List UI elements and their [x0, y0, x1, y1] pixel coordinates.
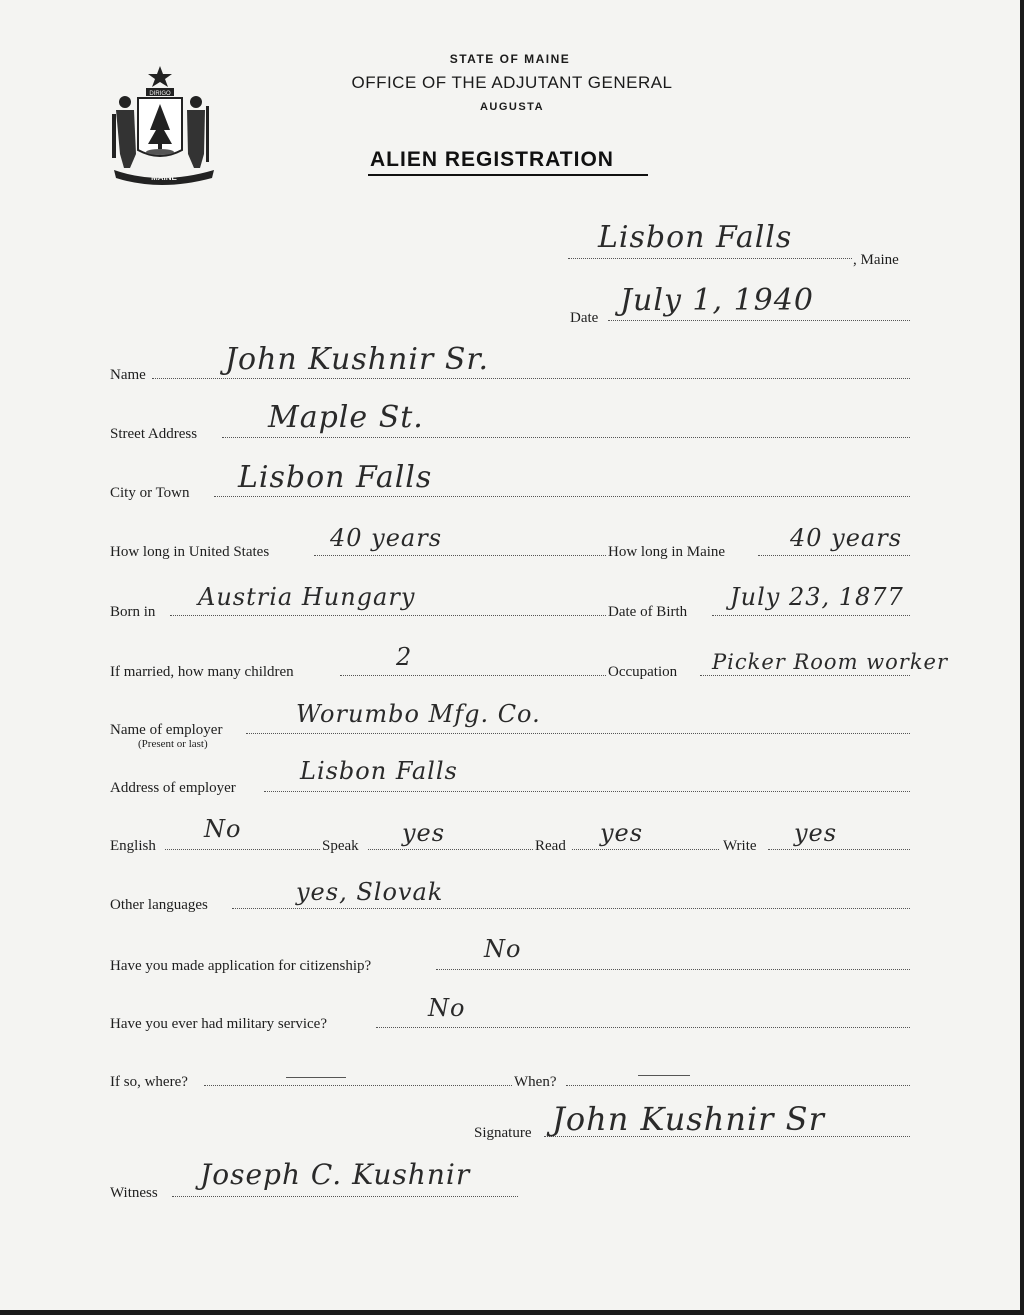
military-line [376, 1027, 910, 1028]
other-languages-value: yes, Slovak [296, 878, 444, 906]
how-long-maine-line [758, 555, 910, 556]
date-of-birth-label: Date of Birth [608, 604, 688, 620]
occupation-value: Picker Room worker [712, 650, 949, 674]
english-label: English [110, 838, 156, 854]
other-languages-label: Other languages [110, 897, 208, 913]
employer-address-line [264, 791, 910, 792]
citizenship-value: No [484, 935, 522, 963]
place-value: Lisbon Falls [598, 220, 793, 255]
date-label: Date [570, 310, 599, 326]
street-address-label: Street Address [110, 426, 198, 442]
page-title: ALIEN REGISTRATION [370, 148, 614, 171]
when-line [566, 1085, 910, 1086]
maine-label: , Maine [853, 252, 899, 268]
write-value: yes [794, 819, 838, 847]
employer-name-sublabel: (Present or last) [138, 738, 208, 750]
read-label: Read [535, 838, 566, 854]
name-line [152, 378, 910, 379]
military-value: No [428, 994, 466, 1022]
name-value: John Kushnir Sr. [225, 342, 489, 377]
state-heading: STATE OF MAINE [449, 52, 571, 66]
how-long-maine-label: How long in Maine [608, 544, 726, 560]
read-value: yes [600, 819, 644, 847]
office-heading: OFFICE OF THE ADJUTANT GENERAL [351, 73, 673, 92]
where-label: If so, where? [110, 1074, 188, 1090]
speak-label: Speak [322, 838, 359, 854]
how-long-us-line [314, 555, 606, 556]
employer-name-label: Name of employer [110, 722, 223, 738]
date-value: July 1, 1940 [620, 283, 814, 318]
title-underline [368, 174, 648, 176]
write-label: Write [723, 838, 757, 854]
how-long-maine-value: 40 years [790, 524, 903, 552]
born-in-label: Born in [110, 604, 156, 620]
where-dash [286, 1077, 346, 1078]
speak-value: yes [402, 819, 446, 847]
employer-name-value: Worumbo Mfg. Co. [296, 700, 541, 728]
scan-edge-right [1020, 0, 1024, 1315]
occupation-line [700, 675, 910, 676]
speak-line [368, 849, 533, 850]
read-line [572, 849, 719, 850]
witness-value: Joseph C. Kushnir [200, 1158, 471, 1191]
where-line [204, 1085, 512, 1086]
how-long-us-label: How long in United States [110, 544, 270, 560]
witness-label: Witness [110, 1185, 158, 1201]
how-long-us-value: 40 years [330, 524, 443, 552]
children-value: 2 [396, 643, 413, 671]
english-line [165, 849, 320, 850]
date-of-birth-value: July 23, 1877 [730, 583, 904, 611]
city-value: Lisbon Falls [238, 460, 433, 495]
street-address-line [222, 437, 910, 438]
occupation-label: Occupation [608, 664, 678, 680]
date-line [608, 320, 910, 321]
signature-value: John Kushnir Sr [552, 1100, 825, 1138]
children-label: If married, how many children [110, 664, 294, 680]
born-in-value: Austria Hungary [198, 583, 416, 611]
when-label: When? [514, 1074, 557, 1090]
witness-line [172, 1196, 518, 1197]
seal-motto: DIRIGO [149, 91, 171, 97]
seal-ribbon: MAINE [151, 173, 177, 182]
street-address-value: Maple St. [268, 400, 424, 435]
citizenship-label: Have you made application for citizenship? [110, 958, 372, 974]
born-in-line [170, 615, 606, 616]
place-line [568, 258, 852, 259]
children-line [340, 675, 606, 676]
scan-edge-bottom [0, 1310, 1024, 1315]
date-of-birth-line [712, 615, 910, 616]
write-line [768, 849, 910, 850]
employer-name-line [246, 733, 910, 734]
employer-address-label: Address of employer [110, 780, 236, 796]
city-heading: AUGUSTA [479, 101, 545, 113]
military-label: Have you ever had military service? [110, 1016, 327, 1032]
other-languages-line [232, 908, 910, 909]
signature-label: Signature [474, 1125, 532, 1141]
name-label: Name [110, 367, 146, 383]
employer-address-value: Lisbon Falls [300, 757, 458, 785]
city-label: City or Town [110, 485, 190, 501]
english-value: No [204, 815, 242, 843]
citizenship-line [436, 969, 910, 970]
when-dash [638, 1075, 690, 1076]
city-line [214, 496, 910, 497]
